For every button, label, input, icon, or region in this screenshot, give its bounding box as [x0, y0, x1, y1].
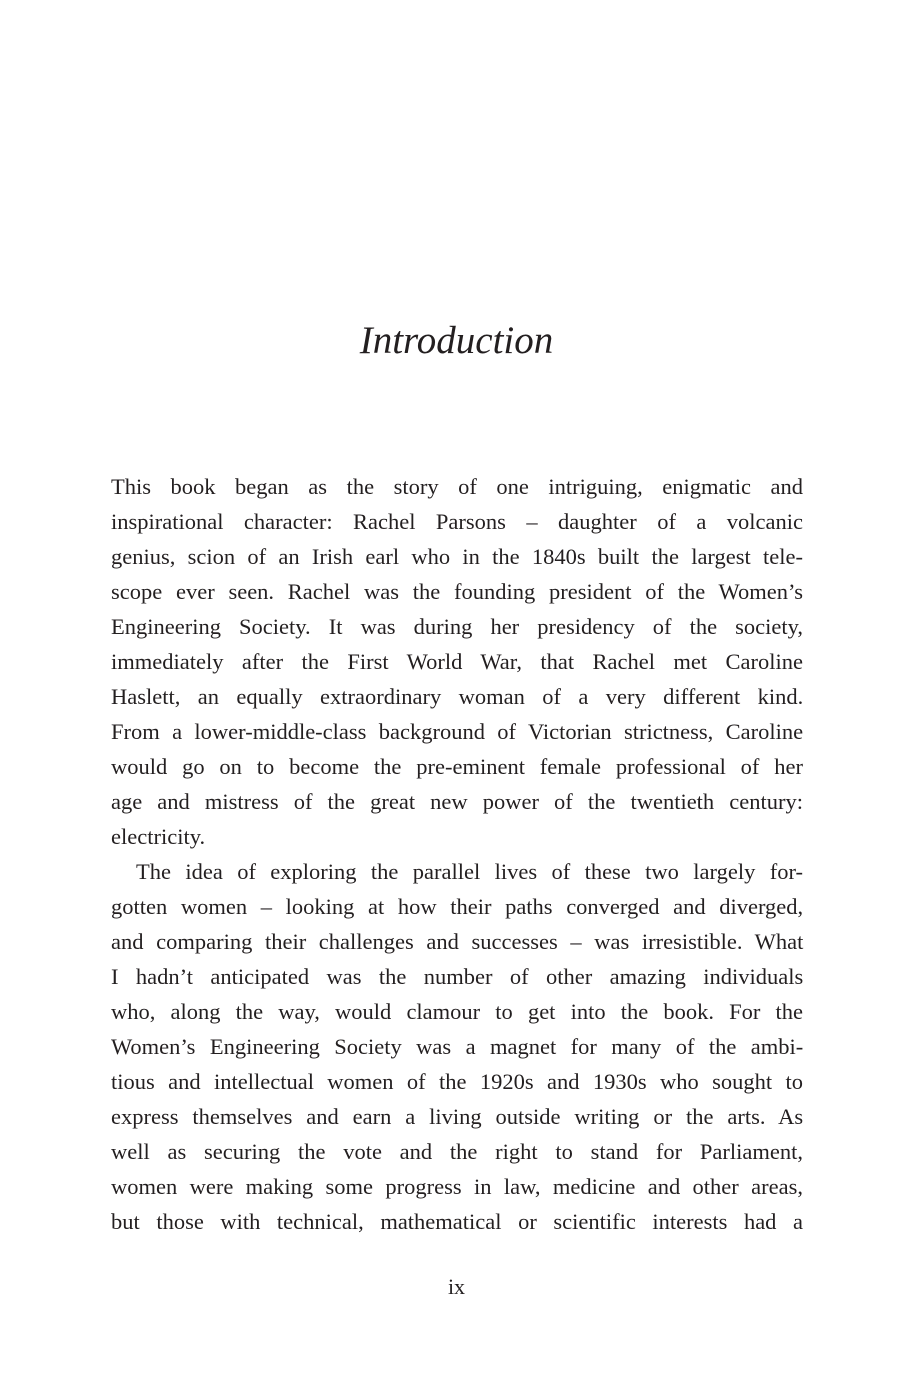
paragraph-2	[111, 854, 803, 1239]
text-line: age and mistress of the great new power of the twentieth century:	[111, 789, 803, 814]
text-line: would go on to become the pre-eminent female professional of her	[111, 754, 803, 779]
chapter-title: Introduction	[359, 319, 554, 362]
text-line: but those with technical, mathematical or scientific interests had a	[111, 1209, 803, 1234]
text-line: tious and intellectual women of the 1920s and 1930s who sought to	[111, 1069, 803, 1094]
text-line: immediately after the First World War, that Rachel met Caroline	[111, 649, 803, 674]
text-line: This book began as the story of one intriguing, enigmatic and	[111, 474, 804, 499]
text-line: inspirational character: Rachel Parsons – daughter of a volcanic	[111, 509, 803, 534]
text-line: who, along the way, would clamour to get into the book. For the	[111, 999, 803, 1024]
text-line: gotten women – looking at how their paths converged and diverged,	[111, 894, 804, 919]
text-line: women were making some progress in law, medicine and other areas,	[111, 1174, 803, 1199]
text-line: From a lower-middle-class background of Victorian strictness, Caroline	[111, 719, 804, 744]
text-line: Women’s Engineering Society was a magnet for many of the ambi-	[111, 1034, 804, 1059]
body-text	[111, 469, 803, 1239]
text-line: Engineering Society. It was during her presidency of the society,	[111, 614, 804, 639]
text-line: genius, scion of an Irish earl who in the 1840s built the largest tele-	[111, 544, 803, 569]
text-line: I hadn’t anticipated was the number of other amazing individuals	[111, 964, 804, 989]
page-number: ix	[447, 1274, 466, 1299]
text-line: well as securing the vote and the right to stand for Parliament,	[111, 1139, 803, 1164]
text-line: and comparing their challenges and successes – was irresistible. What	[111, 929, 804, 954]
text-line: scope ever seen. Rachel was the founding president of the Women’s	[111, 579, 803, 604]
text-line: Haslett, an equally extraordinary woman of a very different kind.	[111, 684, 804, 709]
text-line: express themselves and earn a living outside writing or the arts. As	[111, 1104, 804, 1129]
paragraph-1	[111, 469, 803, 854]
text-line: electricity.	[111, 824, 206, 849]
text-line: The idea of exploring the parallel lives of these two largely for-	[136, 859, 803, 884]
